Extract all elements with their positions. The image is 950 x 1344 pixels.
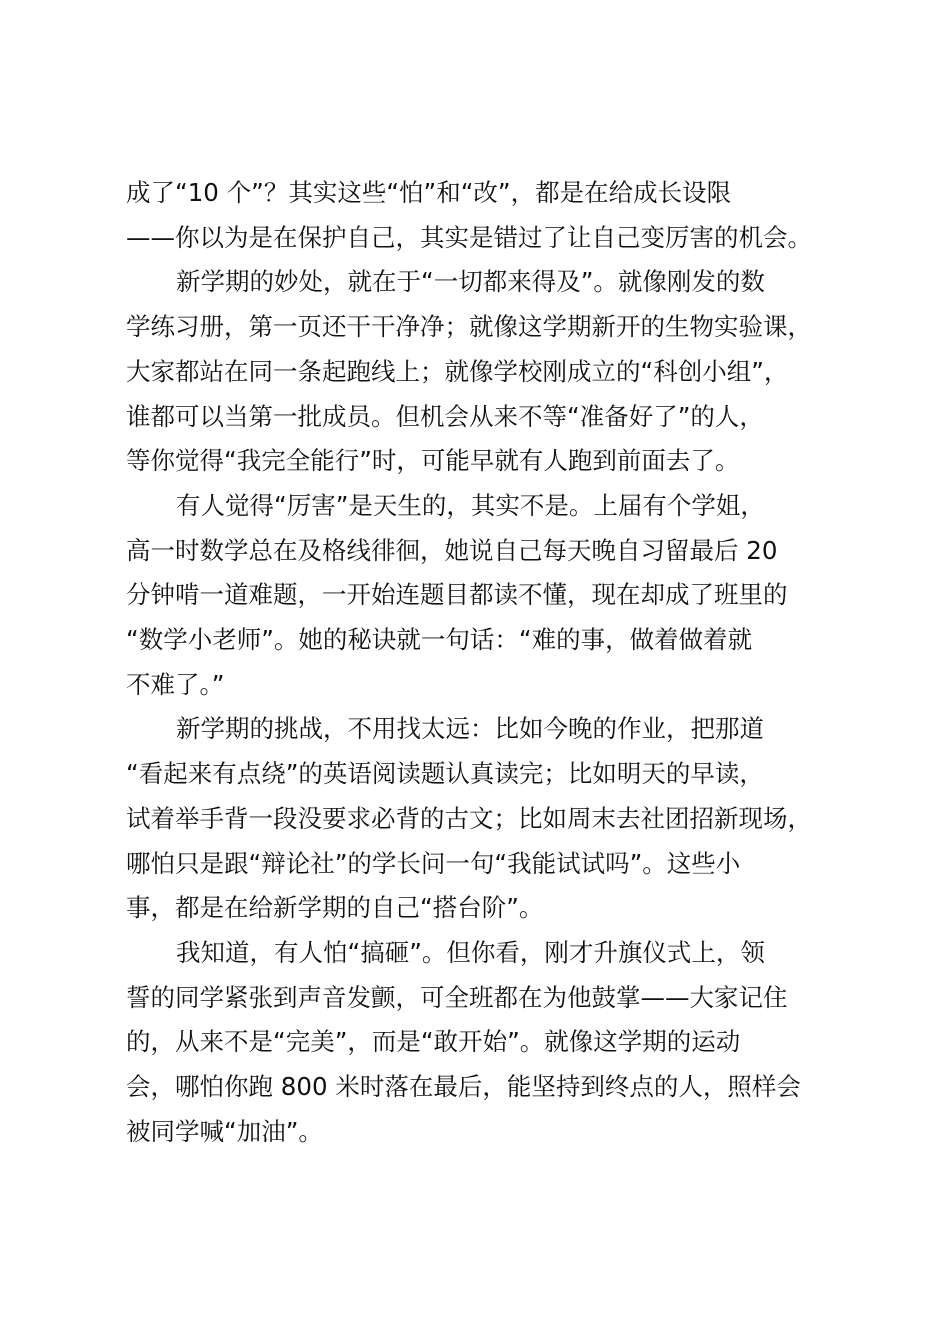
text-line: 会，哪怕你跑 800 米时落在最后，能坚持到终点的人，照样会 bbox=[126, 1072, 801, 1102]
paragraph-first-line: 新学期的妙处，就在于“一切都来得及”。就像刚发的数 bbox=[176, 267, 765, 297]
text-line: 事，都是在给新学期的自己“搭台阶”。 bbox=[126, 893, 544, 923]
text-line: ——你以为是在保护自己，其实是错过了让自己变厉害的机会。 bbox=[126, 222, 812, 252]
text-line: 誓的同学紧张到声音发颤，可全班都在为他鼓掌——大家记住 bbox=[126, 982, 788, 1012]
text-line: 大家都站在同一条起跑线上；就像学校刚成立的“科创小组”， bbox=[126, 356, 789, 386]
paragraph-first-line: 我知道，有人怕“搞砸”。但你看，刚才升旗仪式上，领 bbox=[176, 937, 765, 967]
text-line: 成了“10 个”？其实这些“怕”和“改”，都是在给成长设限 bbox=[126, 178, 732, 207]
text-line: 不难了。” bbox=[126, 669, 225, 699]
text-line: “数学小老师”。她的秘诀就一句话：“难的事，做着做着就 bbox=[126, 625, 753, 655]
text-line: “看起来有点绕”的英语阅读题认真读完；比如明天的早读， bbox=[126, 759, 764, 789]
text-line: 谁都可以当第一批成员。但机会从来不等“准备好了”的人， bbox=[126, 401, 764, 431]
text-line: 试着举手背一段没要求必背的古文；比如周末去社团招新现场， bbox=[126, 803, 812, 833]
paragraph-first-line: 新学期的挑战，不用找太远：比如今晚的作业，把那道 bbox=[176, 714, 764, 744]
text-line: 学练习册，第一页还干干净净；就像这学期新开的生物实验课， bbox=[126, 312, 812, 342]
text-line: 等你觉得“我完全能行”时，可能早就有人跑到前面去了。 bbox=[126, 446, 740, 476]
text-line: 哪怕只是跟“辩论社”的学长问一句“我能试试吗”。这些小 bbox=[126, 848, 741, 878]
text-line: 分钟啃一道难题，一开始连题目都读不懂，现在却成了班里的 bbox=[126, 580, 788, 610]
essay-body bbox=[126, 171, 858, 1154]
text-line: 被同学喊“加油”。 bbox=[126, 1116, 323, 1146]
text-line: 高一时数学总在及格线徘徊，她说自己每天晚自习留最后 20 bbox=[126, 535, 778, 565]
text-line: 的，从来不是“完美”，而是“敢开始”。就像这学期的运动 bbox=[126, 1027, 741, 1057]
paragraph-first-line: 有人觉得“厉害”是天生的，其实不是。上届有个学姐， bbox=[176, 490, 765, 520]
